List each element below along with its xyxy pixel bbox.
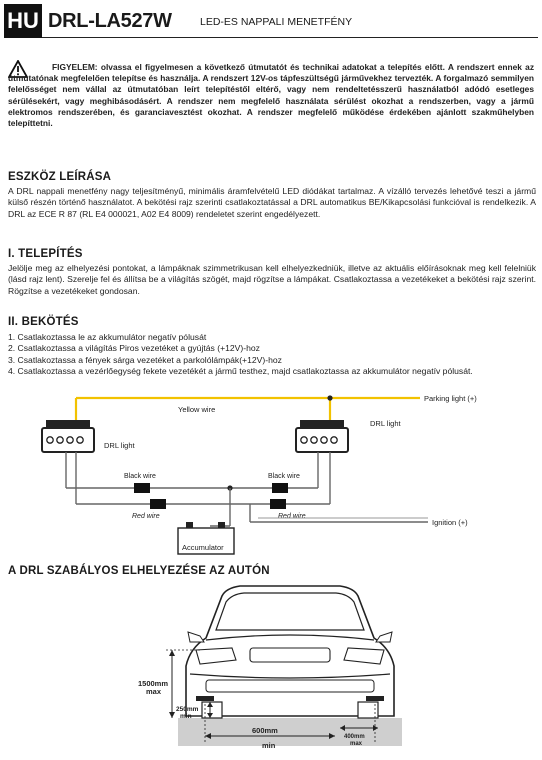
section-title-installation: I. TELEPÍTÉS bbox=[8, 248, 83, 260]
wiring-steps bbox=[8, 332, 536, 378]
height-max-unit: max bbox=[146, 687, 162, 696]
lamp-bracket-right bbox=[300, 420, 344, 428]
red-wire-left-label: Red wire bbox=[132, 513, 160, 520]
wiring-step: 1. Csatlakoztassa le az akkumulátor negatív pólusát bbox=[8, 332, 207, 342]
ground bbox=[178, 718, 402, 746]
language-badge: HU bbox=[4, 4, 42, 38]
black-wire-left-label: Black wire bbox=[124, 473, 156, 480]
warning-text bbox=[8, 62, 534, 129]
drl-light-left-label: DRL light bbox=[104, 441, 135, 450]
ground-min-unit: min bbox=[180, 713, 192, 720]
between-min-unit: min bbox=[262, 741, 276, 750]
black-wire-right-label: Black wire bbox=[268, 473, 300, 480]
parking-light-label: Parking light (+) bbox=[424, 394, 477, 403]
lamp-bracket-left bbox=[46, 420, 90, 428]
section-title-wiring: II. BEKÖTÉS bbox=[8, 316, 79, 328]
red-wire-right-label: Red wire bbox=[278, 513, 306, 520]
wiring-diagram bbox=[0, 388, 542, 560]
drl-light-right-label: DRL light bbox=[370, 419, 401, 428]
ignition-label: Ignition (+) bbox=[432, 518, 468, 527]
yellow-wire-label: Yellow wire bbox=[178, 405, 216, 414]
warning-body: olvassa el figyelmesen a következő útmutatót és technikai adatokat a telepítés előtt. A rendszert ennek az útmutatónak megfelelően telepítse és használja. A rendszert 12V-os tápfeszültségű járművekhez tervezték. A forgalmazó semmilyen felelősséget nem vállal az útmutatóban leírt telepítéstől eltérő, vagy nem rendeltetésszerű használatból adódó esetleges sérülésekért, vagy meghibásodásért. A rendszer nem megfelelő használata sérülést okozhat a rendszerben, vagy a jármű elektromos rendszerében, és garanciavesztést okozhat. A rendszer megfelelő működése érdekében ajánlott szakműhelyben telepíttetni. bbox=[8, 62, 535, 129]
car-placement-diagram bbox=[0, 578, 542, 760]
section-title-description: ESZKÖZ LEÍRÁSA bbox=[8, 171, 112, 183]
description-text: A DRL nappali menetfény nagy teljesítményű, minimális áramfelvételű LED diódákat tartalmaz. A vízálló tervezés lehetővé teszi a jármű külső részén történő használatot. A bekötési rajz szerinti csatlakoztatással a DRL automatikus BE/Kikapcsolási funkcióval is rendelkezik. A DRL az ECE R 87 (RL E4 000021, A02 E4 8009) rendeletet szerint engedélyezett. bbox=[8, 186, 536, 219]
warning-label: FIGYELEM: bbox=[52, 62, 98, 72]
wiring-step: 3. Csatlakoztassa a fények sárga vezetéket a parkolólámpák(+12V)-hoz bbox=[8, 354, 282, 365]
drl-marker-right bbox=[366, 696, 384, 701]
section-title-placement: A DRL SZABÁLYOS ELHELYEZÉSE AZ AUTÓN bbox=[8, 565, 270, 577]
accumulator-label: Accumulator bbox=[182, 543, 224, 552]
junction-dot bbox=[327, 395, 332, 400]
wiring-step: 2. Csatlakoztassa a világítás Piros vezetéket a gyújtás (+12V)-hoz bbox=[8, 343, 260, 354]
edge-max-value: 400mm bbox=[344, 734, 365, 740]
ground-min-value: 250mm bbox=[176, 706, 199, 713]
wiring-step: 4. Csatlakoztassa a vezérlőegység fekete vezetékét a jármű testhez, majd csatlakoztassa az akkumulátor negatív pólusát. bbox=[8, 366, 473, 377]
product-subtitle: LED-ES NAPPALI MENETFÉNY bbox=[200, 16, 353, 28]
edge-max-unit: max bbox=[350, 741, 363, 747]
between-min-value: 600mm bbox=[252, 726, 278, 735]
drl-marker-left bbox=[196, 696, 214, 701]
model-name: DRL-LA527W bbox=[48, 10, 172, 32]
installation-text: Jelölje meg az elhelyezési pontokat, a lámpáknak szimmetrikusan kell elhelyezkedniük, illetve az aktuális előírásoknak meg kell felelniük (lásd rajz lent). Szerelje fel és állítsa be a világítás szögét, majd rögzítse a lámpákat. Csatlakoztassa a vezetékeket a bekötési rajz szerint. Rögzítse a vezetékeket gondosan. bbox=[8, 263, 536, 296]
page-header bbox=[4, 4, 538, 38]
height-max-value: 1500mm bbox=[138, 679, 169, 688]
